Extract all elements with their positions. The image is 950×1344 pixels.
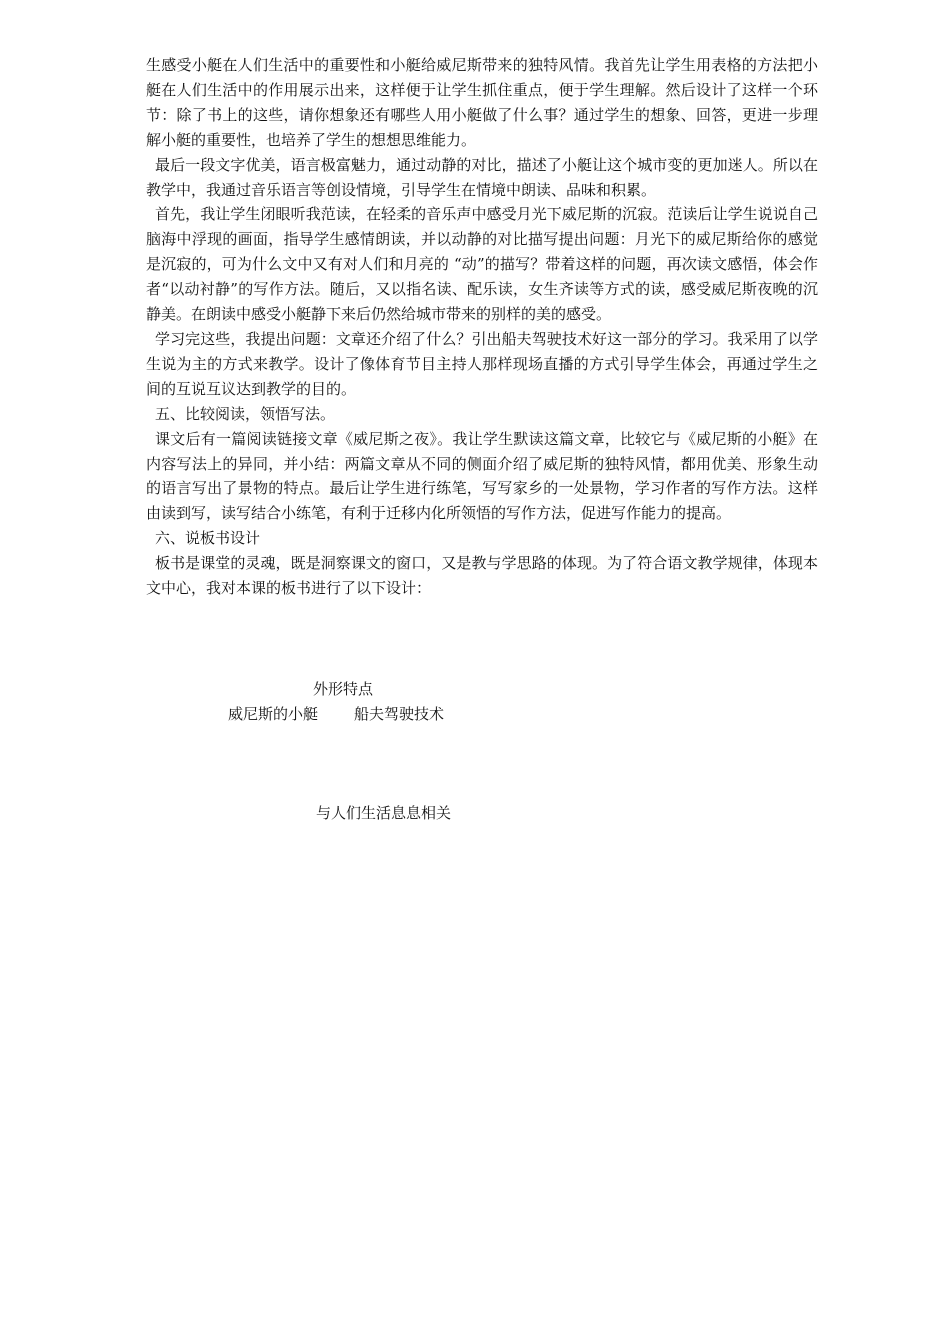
board-item-shape: 外形特点 <box>313 680 374 698</box>
paragraph: 最后一段文字优美，语言极富魅力，通过动静的对比，描述了小艇让这个城市变的更加迷人。所以在教学中，我通过音乐语言等创设情境，引导学生在情境中朗读、品味和积累。 <box>146 155 818 199</box>
paragraph: 生感受小艇在人们生活中的重要性和小艇给威尼斯带来的独特风情。我首先让学生用表格的方法把小艇在人们生活中的作用展示出来，这样便于让学生抓住重点，便于学生理解。然后设计了这样一个环节：除了书上的这些，请你想象还有哪些人用小艇做了什么事？通过学生的想象、回答，更进一步理解小艇的重要性，也培养了学生的想想思维能力。 <box>146 56 818 149</box>
paragraph: 首先，我让学生闭眼听我范读，在轻柔的音乐声中感受月光下威尼斯的沉寂。范读后让学生说说自己脑海中浮现的画面，指导学生感情朗读，并以动静的对比描写提出问题：月光下的威尼斯给你的感觉是沉寂的，可为什么文中又有对人们和月亮的 “动”的描写？带着这样的问题，再次读文感悟，体会作者“以动衬静”的写作方法。随后，又以指名读、配乐读，女生齐读等方式的读，感受威尼斯夜晚的沉静美。在朗读中感受小艇静下来后仍然给城市带来的别样的美的感受。 <box>146 205 818 324</box>
paragraph: 板书是课堂的灵魂，既是洞察课文的窗口，又是教与学思路的体现。为了符合语文教学规律，体现本文中心，我对本课的板书进行了以下设计： <box>146 554 818 598</box>
section-heading: 六、说板书设计 <box>155 529 261 548</box>
document-body <box>146 53 818 601</box>
board-title: 威尼斯的小艇 <box>228 705 319 723</box>
section-heading: 五、比较阅读，领悟写法。 <box>155 404 336 423</box>
board-item-life: 与人们生活息息相关 <box>316 804 452 822</box>
paragraph: 课文后有一篇阅读链接文章《威尼斯之夜》。我让学生默读这篇文章，比较它与《威尼斯的小艇》在内容写法上的异同，并小结：两篇文章从不同的侧面介绍了威尼斯的独特风情，都用优美、形象生动的语言写出了景物的特点。最后让学生进行练笔，写写家乡的一处景物，学习作者的写作方法。这样由读到写，读写结合小练笔，有利于迁移内化所领悟的写作方法，促进写作能力的提高。 <box>146 429 818 523</box>
paragraph: 学习完这些，我提出问题：文章还介绍了什么？引出船夫驾驶技术好这一部分的学习。我采用了以学生说为主的方式来教学。设计了像体育节目主持人那样现场直播的方式引导学生体会，再通过学生之间的互说互议达到教学的目的。 <box>146 329 818 398</box>
board-item-skill: 船夫驾驶技术 <box>354 705 445 723</box>
